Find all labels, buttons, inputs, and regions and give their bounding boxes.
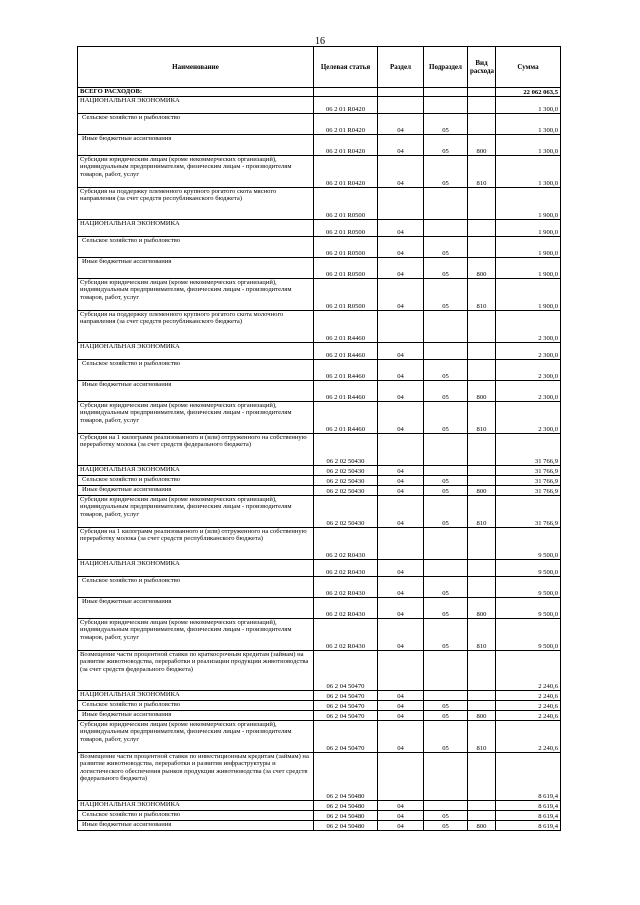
row-name-cell: Сельское хозяйство и рыболовство [78, 476, 314, 486]
row-kind-cell [468, 343, 496, 360]
row-section-cell [378, 88, 424, 97]
row-sum-cell: 9 500,0 [496, 619, 561, 651]
row-name-cell: Субсидии юридическим лицам (кроме некоммерческих организаций), индивидуальным предпринимателям, физическим лицам - производителям товаров, работ, услуг [78, 156, 314, 188]
table-row [78, 801, 561, 811]
header-target: Целевая статья [314, 47, 378, 88]
table-row [78, 97, 561, 114]
row-subsection-cell [424, 466, 468, 476]
row-section-cell [378, 528, 424, 560]
header-subsection: Подраздел [424, 47, 468, 88]
row-kind-cell: 810 [468, 402, 496, 434]
row-subsection-cell: 05 [424, 577, 468, 598]
row-subsection-cell: 05 [424, 486, 468, 496]
table-row [78, 381, 561, 402]
table-row [78, 577, 561, 598]
row-subsection-cell [424, 88, 468, 97]
row-target-cell: 06 2 01 R0500 [314, 258, 378, 279]
row-kind-cell: 810 [468, 156, 496, 188]
row-subsection-cell: 05 [424, 279, 468, 311]
row-section-cell: 04 [378, 701, 424, 711]
row-target-cell: 06 2 04 50470 [314, 721, 378, 753]
row-sum-cell: 9 500,0 [496, 598, 561, 619]
table-row [78, 434, 561, 466]
row-section-cell: 04 [378, 220, 424, 237]
row-kind-cell [468, 560, 496, 577]
row-target-cell: 06 2 02 R0430 [314, 560, 378, 577]
table-header-row [78, 47, 561, 88]
row-section-cell: 04 [378, 821, 424, 831]
row-target-cell: 06 2 02 R0430 [314, 619, 378, 651]
row-subsection-cell [424, 753, 468, 801]
row-name-cell: Субсидии юридическим лицам (кроме некоммерческих организаций), индивидуальным предпринимателям, физическим лицам - производителям товаров, работ, услуг [78, 402, 314, 434]
row-section-cell [378, 651, 424, 691]
row-sum-cell: 2 300,0 [496, 360, 561, 381]
row-name-cell: Возмещение части процентной ставки по инвестиционным кредитам (займам) на развитие животноводства, переработки и развития инфраструктуры и логистического обеспечения рынков продукции животноводства (за счет средств федерального бюджета) [78, 753, 314, 801]
table-body [78, 88, 561, 831]
row-kind-cell [468, 801, 496, 811]
row-name-cell: Сельское хозяйство и рыболовство [78, 237, 314, 258]
row-section-cell: 04 [378, 466, 424, 476]
row-subsection-cell: 05 [424, 821, 468, 831]
row-name-cell: Иные бюджетные ассигнования [78, 486, 314, 496]
row-section-cell: 04 [378, 476, 424, 486]
row-section-cell: 04 [378, 279, 424, 311]
row-sum-cell: 2 240,6 [496, 651, 561, 691]
row-subsection-cell: 05 [424, 619, 468, 651]
row-sum-cell: 1 900,0 [496, 188, 561, 220]
row-subsection-cell: 05 [424, 711, 468, 721]
table-row [78, 466, 561, 476]
row-target-cell [314, 88, 378, 97]
row-section-cell [378, 311, 424, 343]
header-name: Наименование [78, 47, 314, 88]
row-section-cell: 04 [378, 156, 424, 188]
row-name-cell: НАЦИОНАЛЬНАЯ ЭКОНОМИКА [78, 560, 314, 577]
row-kind-cell [468, 311, 496, 343]
row-sum-cell: 9 500,0 [496, 560, 561, 577]
table-row [78, 188, 561, 220]
table-row [78, 343, 561, 360]
row-sum-cell: 1 900,0 [496, 279, 561, 311]
header-kind: Вид расхода [468, 47, 496, 88]
row-name-cell: Сельское хозяйство и рыболовство [78, 701, 314, 711]
row-subsection-cell: 05 [424, 701, 468, 711]
table-row [78, 360, 561, 381]
row-target-cell: 06 2 01 R0420 [314, 97, 378, 114]
row-sum-cell: 1 900,0 [496, 220, 561, 237]
row-target-cell: 06 2 01 R4460 [314, 402, 378, 434]
header-section: Раздел [378, 47, 424, 88]
row-section-cell: 04 [378, 114, 424, 135]
row-section-cell: 04 [378, 360, 424, 381]
row-name-cell: Иные бюджетные ассигнования [78, 258, 314, 279]
table-row [78, 88, 561, 97]
table-row [78, 135, 561, 156]
row-kind-cell [468, 466, 496, 476]
table-row [78, 486, 561, 496]
row-target-cell: 06 2 02 50430 [314, 466, 378, 476]
row-name-cell: Иные бюджетные ассигнования [78, 381, 314, 402]
table-row [78, 598, 561, 619]
row-subsection-cell [424, 343, 468, 360]
row-section-cell: 04 [378, 343, 424, 360]
row-name-cell: Сельское хозяйство и рыболовство [78, 577, 314, 598]
row-subsection-cell: 05 [424, 721, 468, 753]
row-sum-cell: 9 500,0 [496, 528, 561, 560]
row-name-cell: Возмещение части процентной ставки по краткосрочным кредитам (займам) на развитие животноводства, переработки и реализации продукции животноводства (за счет средств федерального бюджета) [78, 651, 314, 691]
table-row [78, 156, 561, 188]
row-name-cell: Субсидии юридическим лицам (кроме некоммерческих организаций), индивидуальным предпринимателям, физическим лицам - производителям товаров, работ, услуг [78, 496, 314, 528]
table-row [78, 651, 561, 691]
row-name-cell: ВСЕГО РАСХОДОВ: [78, 88, 314, 97]
row-sum-cell: 8 619,4 [496, 811, 561, 821]
row-target-cell: 06 2 04 50480 [314, 753, 378, 801]
row-sum-cell: 8 619,4 [496, 821, 561, 831]
row-name-cell: НАЦИОНАЛЬНАЯ ЭКОНОМИКА [78, 343, 314, 360]
row-kind-cell [468, 220, 496, 237]
row-kind-cell [468, 88, 496, 97]
row-target-cell: 06 2 04 50480 [314, 811, 378, 821]
row-kind-cell: 810 [468, 721, 496, 753]
row-section-cell: 04 [378, 577, 424, 598]
row-sum-cell: 31 766,9 [496, 466, 561, 476]
row-sum-cell: 1 300,0 [496, 97, 561, 114]
row-kind-cell [468, 476, 496, 486]
row-name-cell: Субсидия на 1 килограмм реализованного и (или) отгруженного на собственную переработку молока (за счет средств республиканского бюджета) [78, 528, 314, 560]
row-sum-cell: 31 766,9 [496, 486, 561, 496]
row-name-cell: НАЦИОНАЛЬНАЯ ЭКОНОМИКА [78, 466, 314, 476]
row-section-cell: 04 [378, 486, 424, 496]
row-target-cell: 06 2 02 R0430 [314, 577, 378, 598]
row-target-cell: 06 2 02 50430 [314, 476, 378, 486]
row-subsection-cell [424, 188, 468, 220]
row-subsection-cell: 05 [424, 598, 468, 619]
row-kind-cell [468, 97, 496, 114]
row-section-cell [378, 97, 424, 114]
row-kind-cell: 800 [468, 711, 496, 721]
row-kind-cell: 800 [468, 135, 496, 156]
row-subsection-cell: 05 [424, 496, 468, 528]
row-kind-cell [468, 114, 496, 135]
row-target-cell: 06 2 01 R4460 [314, 360, 378, 381]
table-row [78, 560, 561, 577]
row-sum-cell: 2 300,0 [496, 343, 561, 360]
row-name-cell: Субсидии юридическим лицам (кроме некоммерческих организаций), индивидуальным предпринимателям, физическим лицам - производителям товаров, работ, услуг [78, 619, 314, 651]
row-name-cell: НАЦИОНАЛЬНАЯ ЭКОНОМИКА [78, 691, 314, 701]
table-row [78, 220, 561, 237]
row-section-cell [378, 434, 424, 466]
row-sum-cell: 1 900,0 [496, 258, 561, 279]
table-row [78, 311, 561, 343]
row-kind-cell [468, 528, 496, 560]
row-kind-cell: 810 [468, 619, 496, 651]
row-kind-cell: 800 [468, 486, 496, 496]
row-sum-cell: 31 766,9 [496, 434, 561, 466]
row-kind-cell [468, 188, 496, 220]
row-name-cell: Сельское хозяйство и рыболовство [78, 811, 314, 821]
table-row [78, 721, 561, 753]
row-sum-cell: 1 300,0 [496, 156, 561, 188]
row-section-cell: 04 [378, 381, 424, 402]
row-subsection-cell: 05 [424, 360, 468, 381]
row-section-cell: 04 [378, 619, 424, 651]
table-row [78, 811, 561, 821]
table-row [78, 691, 561, 701]
row-target-cell: 06 2 01 R4460 [314, 311, 378, 343]
row-sum-cell: 31 766,9 [496, 476, 561, 486]
row-name-cell: Иные бюджетные ассигнования [78, 135, 314, 156]
table-row [78, 619, 561, 651]
table-row [78, 476, 561, 486]
row-target-cell: 06 2 02 50430 [314, 486, 378, 496]
row-name-cell: НАЦИОНАЛЬНАЯ ЭКОНОМИКА [78, 97, 314, 114]
row-kind-cell: 800 [468, 258, 496, 279]
row-target-cell: 06 2 01 R0420 [314, 156, 378, 188]
row-name-cell: Субсидия на поддержку племенного крупного рогатого скота мясного направления (за счет средств республиканского бюджета) [78, 188, 314, 220]
row-kind-cell [468, 577, 496, 598]
table-row [78, 753, 561, 801]
row-subsection-cell: 05 [424, 156, 468, 188]
row-name-cell: Сельское хозяйство и рыболовство [78, 360, 314, 381]
row-subsection-cell [424, 97, 468, 114]
row-target-cell: 06 2 01 R0500 [314, 279, 378, 311]
expenditure-table [77, 46, 561, 831]
row-subsection-cell [424, 651, 468, 691]
row-sum-cell: 1 900,0 [496, 237, 561, 258]
row-target-cell: 06 2 01 R0500 [314, 188, 378, 220]
row-sum-cell: 2 300,0 [496, 402, 561, 434]
row-sum-cell: 1 300,0 [496, 135, 561, 156]
table-row [78, 402, 561, 434]
table-row [78, 237, 561, 258]
row-target-cell: 06 2 01 R0420 [314, 135, 378, 156]
row-name-cell: НАЦИОНАЛЬНАЯ ЭКОНОМИКА [78, 801, 314, 811]
row-target-cell: 06 2 02 R0430 [314, 598, 378, 619]
row-target-cell: 06 2 01 R0500 [314, 220, 378, 237]
row-subsection-cell [424, 311, 468, 343]
row-kind-cell: 800 [468, 381, 496, 402]
row-subsection-cell: 05 [424, 237, 468, 258]
row-name-cell: Субсидия на 1 килограмм реализованного и (или) отгруженного на собственную переработку молока (за счет средств федерального бюджета) [78, 434, 314, 466]
row-target-cell: 06 2 02 R0430 [314, 528, 378, 560]
row-section-cell: 04 [378, 402, 424, 434]
row-sum-cell: 2 240,6 [496, 711, 561, 721]
row-target-cell: 06 2 02 50430 [314, 496, 378, 528]
row-name-cell: Иные бюджетные ассигнования [78, 711, 314, 721]
row-section-cell: 04 [378, 258, 424, 279]
row-target-cell: 06 2 04 50470 [314, 701, 378, 711]
row-target-cell: 06 2 01 R4460 [314, 343, 378, 360]
row-section-cell: 04 [378, 135, 424, 156]
row-kind-cell [468, 701, 496, 711]
row-kind-cell [468, 237, 496, 258]
row-kind-cell [468, 691, 496, 701]
row-target-cell: 06 2 01 R0500 [314, 237, 378, 258]
row-kind-cell [468, 753, 496, 801]
row-subsection-cell: 05 [424, 258, 468, 279]
row-section-cell: 04 [378, 721, 424, 753]
row-target-cell: 06 2 04 50480 [314, 821, 378, 831]
row-target-cell: 06 2 04 50470 [314, 651, 378, 691]
row-sum-cell: 31 766,9 [496, 496, 561, 528]
row-subsection-cell: 05 [424, 402, 468, 434]
row-target-cell: 06 2 04 50470 [314, 711, 378, 721]
row-subsection-cell [424, 691, 468, 701]
row-kind-cell: 800 [468, 821, 496, 831]
row-subsection-cell: 05 [424, 135, 468, 156]
row-sum-cell: 8 619,4 [496, 753, 561, 801]
row-kind-cell: 810 [468, 279, 496, 311]
row-sum-cell: 1 300,0 [496, 114, 561, 135]
row-name-cell: НАЦИОНАЛЬНАЯ ЭКОНОМИКА [78, 220, 314, 237]
row-kind-cell [468, 811, 496, 821]
row-target-cell: 06 2 02 50430 [314, 434, 378, 466]
row-kind-cell [468, 651, 496, 691]
row-subsection-cell: 05 [424, 476, 468, 486]
table-row [78, 114, 561, 135]
table-row [78, 701, 561, 711]
table-row [78, 528, 561, 560]
row-section-cell [378, 753, 424, 801]
row-section-cell: 04 [378, 237, 424, 258]
row-sum-cell: 2 300,0 [496, 381, 561, 402]
row-subsection-cell: 05 [424, 811, 468, 821]
row-kind-cell [468, 360, 496, 381]
row-target-cell: 06 2 04 50470 [314, 691, 378, 701]
row-subsection-cell: 05 [424, 381, 468, 402]
table-row [78, 496, 561, 528]
page-number: 16 [315, 36, 325, 47]
row-sum-cell: 8 619,4 [496, 801, 561, 811]
row-sum-cell: 2 240,6 [496, 701, 561, 711]
row-name-cell: Субсидия на поддержку племенного крупного рогатого скота молочного направления (за счет средств республиканского бюджета) [78, 311, 314, 343]
row-target-cell: 06 2 04 50480 [314, 801, 378, 811]
table-row [78, 279, 561, 311]
row-sum-cell: 2 240,6 [496, 721, 561, 753]
row-section-cell: 04 [378, 711, 424, 721]
row-subsection-cell: 05 [424, 114, 468, 135]
row-section-cell: 04 [378, 811, 424, 821]
row-name-cell: Субсидии юридическим лицам (кроме некоммерческих организаций), индивидуальным предпринимателям, физическим лицам - производителям товаров, работ, услуг [78, 721, 314, 753]
row-section-cell: 04 [378, 691, 424, 701]
row-subsection-cell [424, 528, 468, 560]
row-name-cell: Субсидии юридическим лицам (кроме некоммерческих организаций), индивидуальным предпринимателям, физическим лицам - производителям товаров, работ, услуг [78, 279, 314, 311]
row-section-cell: 04 [378, 801, 424, 811]
row-kind-cell: 810 [468, 496, 496, 528]
row-section-cell: 04 [378, 598, 424, 619]
row-target-cell: 06 2 01 R4460 [314, 381, 378, 402]
row-sum-cell: 2 300,0 [496, 311, 561, 343]
row-section-cell: 04 [378, 560, 424, 577]
row-subsection-cell [424, 220, 468, 237]
row-name-cell: Сельское хозяйство и рыболовство [78, 114, 314, 135]
row-kind-cell: 800 [468, 598, 496, 619]
row-kind-cell [468, 434, 496, 466]
row-sum-cell: 22 062 063,5 [496, 88, 561, 97]
table-row [78, 711, 561, 721]
row-target-cell: 06 2 01 R0420 [314, 114, 378, 135]
row-name-cell: Иные бюджетные ассигнования [78, 598, 314, 619]
row-subsection-cell [424, 434, 468, 466]
row-sum-cell: 2 240,6 [496, 691, 561, 701]
row-name-cell: Иные бюджетные ассигнования [78, 821, 314, 831]
row-subsection-cell [424, 801, 468, 811]
row-subsection-cell [424, 560, 468, 577]
header-sum: Сумма [496, 47, 561, 88]
row-sum-cell: 9 500,0 [496, 577, 561, 598]
row-section-cell [378, 188, 424, 220]
table-row [78, 821, 561, 831]
table-row [78, 258, 561, 279]
row-section-cell: 04 [378, 496, 424, 528]
